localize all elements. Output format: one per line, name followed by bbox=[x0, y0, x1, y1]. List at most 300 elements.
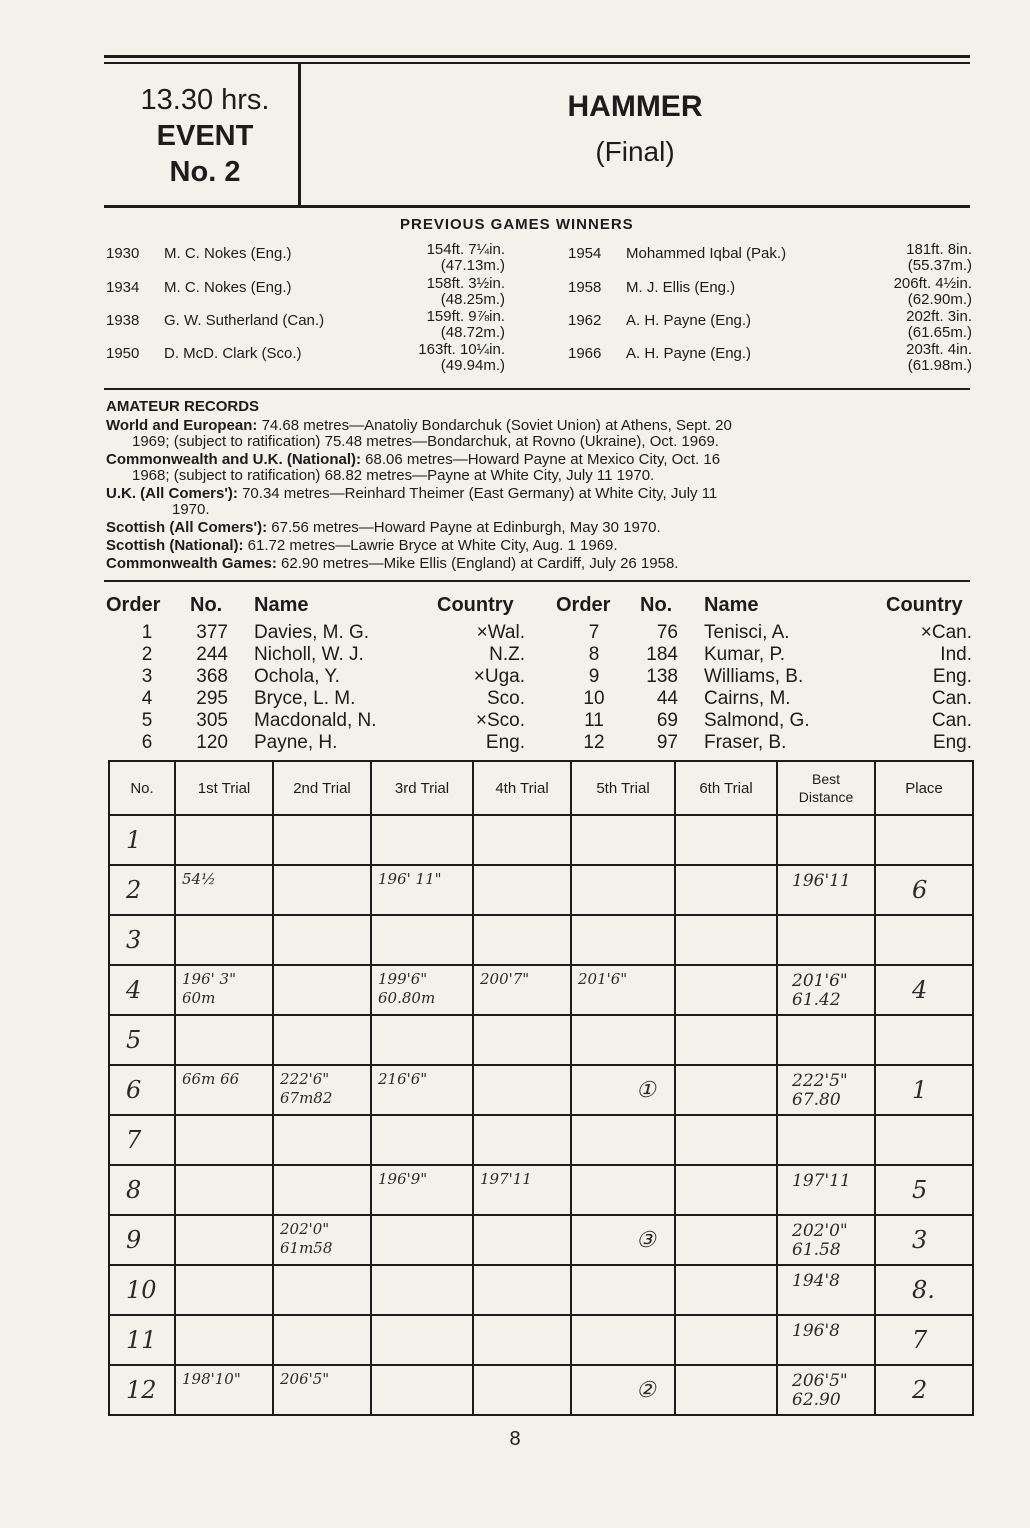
athlete-order: 12 bbox=[583, 732, 605, 753]
row-number-cell bbox=[109, 1315, 175, 1365]
trial-5-cell bbox=[571, 1165, 675, 1215]
winner-name: A. H. Payne (Eng.) bbox=[626, 312, 752, 329]
row-number-value: 4 bbox=[126, 976, 142, 1004]
record-text: 1969; (subject to ratification) 75.48 metres—Bondarchuk, at Rovno (Ukraine), Oct. 1969. bbox=[132, 433, 719, 450]
row-number-value: 7 bbox=[126, 1126, 142, 1154]
winner-year: 1938 bbox=[106, 312, 140, 329]
trial-3-cell bbox=[371, 1115, 473, 1165]
winner-distance bbox=[395, 309, 505, 341]
best-distance-cell bbox=[777, 1215, 875, 1265]
row-number-value: 9 bbox=[126, 1226, 142, 1254]
trial-1-value: 198'10" bbox=[182, 1370, 241, 1388]
row-number-value: 5 bbox=[126, 1026, 142, 1054]
athlete-name: Tenisci, A. bbox=[704, 622, 790, 643]
record-line bbox=[106, 538, 972, 554]
winner-year: 1930 bbox=[106, 245, 140, 262]
col-header-trial-4: 4th Trial bbox=[473, 761, 571, 815]
athlete-country: Eng. bbox=[932, 666, 972, 687]
trial-2-cell bbox=[273, 1215, 371, 1265]
trial-5-cell bbox=[571, 1215, 675, 1265]
previous-winners-heading: PREVIOUS GAMES WINNERS bbox=[400, 216, 634, 233]
trial-3-cell bbox=[371, 865, 473, 915]
athlete-number: 138 bbox=[646, 666, 678, 687]
trial-4-cell bbox=[473, 1065, 571, 1115]
athlete-name: Williams, B. bbox=[704, 666, 804, 687]
row-number-cell bbox=[109, 865, 175, 915]
winner-metric: (48.25m.) bbox=[440, 291, 505, 308]
trial-5-value: 201'6" bbox=[578, 970, 628, 988]
trial-2-cell bbox=[273, 965, 371, 1015]
event-number: No. 2 bbox=[169, 156, 241, 188]
header-no-right: No. bbox=[640, 594, 673, 616]
winner-year: 1950 bbox=[106, 345, 140, 362]
trial-2-cell bbox=[273, 1115, 371, 1165]
record-line bbox=[106, 468, 998, 484]
trial-6-cell bbox=[675, 965, 777, 1015]
trials-table bbox=[108, 760, 974, 1416]
trial-4-cell bbox=[473, 865, 571, 915]
header-bottom-rule bbox=[104, 205, 970, 208]
place-value: 7 bbox=[912, 1326, 928, 1354]
athlete-number: 69 bbox=[656, 710, 678, 731]
winner-distance bbox=[862, 342, 972, 374]
trial-row bbox=[109, 1215, 973, 1265]
record-label: Commonwealth and U.K. (National): bbox=[106, 451, 361, 468]
record-text: 1968; (subject to ratification) 68.82 metres—Payne at White City, July 11 1970. bbox=[132, 467, 655, 484]
col-header-trial-6: 6th Trial bbox=[675, 761, 777, 815]
winners-bottom-rule bbox=[104, 388, 970, 390]
record-line bbox=[106, 486, 972, 502]
athlete-number: 97 bbox=[656, 732, 678, 753]
trial-2-cell bbox=[273, 1365, 371, 1415]
winner-metric: (49.94m.) bbox=[440, 357, 505, 374]
trial-6-cell bbox=[675, 1165, 777, 1215]
trial-3-cell bbox=[371, 915, 473, 965]
winner-distance bbox=[395, 242, 505, 274]
athlete-name: Nicholl, W. J. bbox=[254, 644, 364, 665]
record-line bbox=[106, 418, 972, 434]
athlete-number: 295 bbox=[196, 688, 228, 709]
winner-name: G. W. Sutherland (Can.) bbox=[164, 312, 325, 329]
athlete-country: Ind. bbox=[940, 644, 972, 665]
top-rule-inner bbox=[104, 62, 970, 64]
winner-distance bbox=[395, 276, 505, 308]
place-cell bbox=[875, 1315, 973, 1365]
winner-name: Mohammed Iqbal (Pak.) bbox=[626, 245, 787, 262]
trial-3-cell bbox=[371, 1165, 473, 1215]
row-number-value: 6 bbox=[126, 1076, 142, 1104]
trial-6-cell bbox=[675, 1065, 777, 1115]
trial-6-cell bbox=[675, 1265, 777, 1315]
best-distance-value: 202'0" 61.58 bbox=[792, 1221, 848, 1260]
event-subtitle: (Final) bbox=[595, 136, 675, 167]
winner-year: 1962 bbox=[568, 312, 602, 329]
athlete-name: Bryce, L. M. bbox=[254, 688, 356, 709]
row-number-value: 2 bbox=[126, 876, 142, 904]
athlete-name: Kumar, P. bbox=[704, 644, 785, 665]
place-value: 6 bbox=[912, 876, 928, 904]
athlete-number: 76 bbox=[656, 622, 678, 643]
trial-2-value: 206'5" bbox=[280, 1370, 330, 1388]
winner-imperial: 206ft. 4½in. bbox=[893, 275, 972, 292]
trial-2-cell bbox=[273, 815, 371, 865]
header-order-right: Order bbox=[556, 594, 611, 616]
athlete-country: ×Wal. bbox=[476, 622, 525, 643]
trial-1-cell bbox=[175, 865, 273, 915]
place-cell bbox=[875, 1115, 973, 1165]
trial-4-cell bbox=[473, 1115, 571, 1165]
trial-4-value: 197'11 bbox=[480, 1170, 532, 1188]
trial-4-value: 200'7" bbox=[480, 970, 530, 988]
athlete-country: Can. bbox=[931, 688, 972, 709]
record-label: U.K. (All Comers'): bbox=[106, 485, 238, 502]
page-number: 8 bbox=[509, 1428, 521, 1450]
place-value: 3 bbox=[912, 1226, 928, 1254]
trial-1-cell bbox=[175, 1365, 273, 1415]
trial-row bbox=[109, 1165, 973, 1215]
athlete-order: 9 bbox=[588, 666, 600, 687]
place-cell bbox=[875, 965, 973, 1015]
athlete-order: 11 bbox=[584, 710, 604, 731]
athlete-name: Ochola, Y. bbox=[254, 666, 340, 687]
trial-5-cell bbox=[571, 1315, 675, 1365]
trial-1-value: 66m 66 bbox=[182, 1070, 240, 1088]
header-name-right: Name bbox=[704, 594, 759, 616]
trial-1-cell bbox=[175, 1115, 273, 1165]
trial-2-cell bbox=[273, 1065, 371, 1115]
row-number-value: 12 bbox=[126, 1376, 157, 1404]
athlete-number: 305 bbox=[196, 710, 228, 731]
trial-3-value: 216'6" bbox=[378, 1070, 428, 1088]
place-value: 1 bbox=[912, 1076, 928, 1104]
winner-metric: (61.98m.) bbox=[907, 357, 972, 374]
athlete-country: Sco. bbox=[486, 688, 525, 709]
trial-1-cell bbox=[175, 965, 273, 1015]
trial-4-cell bbox=[473, 915, 571, 965]
winner-imperial: 154ft. 7¼in. bbox=[426, 241, 505, 258]
place-value: 8. bbox=[912, 1276, 935, 1304]
best-distance-cell bbox=[777, 1165, 875, 1215]
record-text: 68.06 metres—Howard Payne at Mexico City, Oct. 16 bbox=[361, 451, 721, 468]
trial-row bbox=[109, 865, 973, 915]
winner-name: A. H. Payne (Eng.) bbox=[626, 345, 752, 362]
best-distance-value: 206'5" 62.90 bbox=[792, 1371, 848, 1410]
trial-row bbox=[109, 1365, 973, 1415]
athlete-order: 5 bbox=[141, 710, 153, 731]
trial-6-cell bbox=[675, 865, 777, 915]
winner-imperial: 159ft. 9⅞in. bbox=[426, 308, 505, 325]
winner-distance bbox=[862, 276, 972, 308]
col-header-trial-2: 2nd Trial bbox=[273, 761, 371, 815]
trial-4-cell bbox=[473, 965, 571, 1015]
trial-row bbox=[109, 815, 973, 865]
trial-3-value: 196' 11" bbox=[378, 870, 442, 888]
trial-5-cell bbox=[571, 815, 675, 865]
trial-3-cell bbox=[371, 815, 473, 865]
best-distance-cell bbox=[777, 1115, 875, 1165]
place-cell bbox=[875, 1365, 973, 1415]
athlete-order: 6 bbox=[141, 732, 153, 753]
athlete-number: 377 bbox=[196, 622, 228, 643]
col-header-best-distance: Best Distance bbox=[777, 761, 875, 815]
row-number-cell bbox=[109, 1365, 175, 1415]
athlete-country: ×Uga. bbox=[473, 666, 525, 687]
place-cell bbox=[875, 815, 973, 865]
trial-5-cell bbox=[571, 1015, 675, 1065]
winner-imperial: 158ft. 3½in. bbox=[426, 275, 505, 292]
row-number-cell bbox=[109, 965, 175, 1015]
event-title: HAMMER bbox=[567, 90, 703, 123]
col-header-place: Place bbox=[875, 761, 973, 815]
athlete-name: Payne, H. bbox=[254, 732, 338, 753]
athlete-order: 4 bbox=[141, 688, 153, 709]
place-cell bbox=[875, 1015, 973, 1065]
trial-4-cell bbox=[473, 815, 571, 865]
trial-row bbox=[109, 915, 973, 965]
winner-name: M. C. Nokes (Eng.) bbox=[164, 245, 292, 262]
athlete-country: N.Z. bbox=[489, 644, 525, 665]
best-distance-cell bbox=[777, 965, 875, 1015]
trial-1-cell bbox=[175, 1015, 273, 1065]
trial-5-cell bbox=[571, 1115, 675, 1165]
col-header-trial-3: 3rd Trial bbox=[371, 761, 473, 815]
best-distance-cell bbox=[777, 1265, 875, 1315]
header-country-right: Country bbox=[886, 594, 963, 616]
place-cell bbox=[875, 865, 973, 915]
trial-row bbox=[109, 965, 973, 1015]
row-number-value: 8 bbox=[126, 1176, 142, 1204]
best-distance-cell bbox=[777, 1315, 875, 1365]
row-number-cell bbox=[109, 815, 175, 865]
trial-5-cell bbox=[571, 1365, 675, 1415]
trial-1-value: 54½ bbox=[182, 870, 216, 888]
trial-3-value: 196'9" bbox=[378, 1170, 428, 1188]
trial-3-cell bbox=[371, 965, 473, 1015]
trial-1-cell bbox=[175, 1065, 273, 1115]
trial-2-cell bbox=[273, 865, 371, 915]
winner-year: 1958 bbox=[568, 279, 602, 296]
best-distance-value: 194'8 bbox=[792, 1271, 840, 1291]
winner-metric: (48.72m.) bbox=[440, 324, 505, 341]
best-distance-cell bbox=[777, 1365, 875, 1415]
amateur-records-heading: AMATEUR RECORDS bbox=[106, 398, 260, 415]
row-number-cell bbox=[109, 1165, 175, 1215]
trial-5-value: ② bbox=[636, 1378, 656, 1403]
athlete-order: 10 bbox=[583, 688, 605, 709]
trial-row bbox=[109, 1265, 973, 1315]
trial-row bbox=[109, 1015, 973, 1065]
row-number-cell bbox=[109, 915, 175, 965]
trial-3-cell bbox=[371, 1265, 473, 1315]
row-number-cell bbox=[109, 1115, 175, 1165]
trial-row bbox=[109, 1315, 973, 1365]
record-line bbox=[106, 434, 998, 450]
trial-6-cell bbox=[675, 1365, 777, 1415]
trial-5-cell bbox=[571, 1065, 675, 1115]
record-text: 62.90 metres—Mike Ellis (England) at Cardiff, July 26 1958. bbox=[276, 555, 679, 572]
winner-name: M. C. Nokes (Eng.) bbox=[164, 279, 292, 296]
place-cell bbox=[875, 1265, 973, 1315]
trial-2-value: 202'0" 61m58 bbox=[280, 1220, 333, 1257]
athlete-number: 244 bbox=[196, 644, 228, 665]
trial-2-cell bbox=[273, 1165, 371, 1215]
athlete-country: Eng. bbox=[485, 732, 525, 753]
record-text: 61.72 metres—Lawrie Bryce at White City, Aug. 1 1969. bbox=[243, 537, 618, 554]
trial-4-cell bbox=[473, 1365, 571, 1415]
best-distance-value: 222'5" 67.80 bbox=[792, 1071, 848, 1110]
winner-year: 1934 bbox=[106, 279, 140, 296]
winner-imperial: 202ft. 3in. bbox=[906, 308, 972, 325]
best-distance-value: 197'11 bbox=[792, 1171, 851, 1191]
trial-3-cell bbox=[371, 1065, 473, 1115]
trial-3-cell bbox=[371, 1015, 473, 1065]
athlete-name: Macdonald, N. bbox=[254, 710, 377, 731]
record-text: 70.34 metres—Reinhard Theimer (East Germany) at White City, July 11 bbox=[237, 485, 718, 502]
athlete-order: 7 bbox=[588, 622, 600, 643]
col-header-trial-5: 5th Trial bbox=[571, 761, 675, 815]
winner-imperial: 163ft. 10¼in. bbox=[418, 341, 505, 358]
row-number-cell bbox=[109, 1015, 175, 1065]
record-label: Commonwealth Games: bbox=[106, 555, 277, 572]
best-distance-value: 196'8 bbox=[792, 1321, 840, 1341]
record-text: 74.68 metres—Anatoliy Bondarchuk (Soviet Union) at Athens, Sept. 20 bbox=[257, 417, 732, 434]
event-info bbox=[120, 82, 290, 190]
athlete-name: Fraser, B. bbox=[704, 732, 787, 753]
trial-5-value: ① bbox=[636, 1078, 656, 1103]
row-number-cell bbox=[109, 1065, 175, 1115]
place-cell bbox=[875, 1165, 973, 1215]
trial-5-cell bbox=[571, 865, 675, 915]
trial-2-value: 222'6" 67m82 bbox=[280, 1070, 333, 1107]
trial-3-cell bbox=[371, 1365, 473, 1415]
winner-distance bbox=[862, 309, 972, 341]
winner-distance bbox=[862, 242, 972, 274]
trial-2-cell bbox=[273, 915, 371, 965]
winner-name: D. McD. Clark (Sco.) bbox=[164, 345, 302, 362]
trials-header-row bbox=[109, 761, 973, 815]
athlete-order: 3 bbox=[141, 666, 153, 687]
row-number-cell bbox=[109, 1215, 175, 1265]
trial-5-value: ③ bbox=[636, 1228, 656, 1253]
col-header-trial-1: 1st Trial bbox=[175, 761, 273, 815]
row-number-cell bbox=[109, 1265, 175, 1315]
record-line bbox=[106, 502, 1030, 518]
athlete-number: 368 bbox=[196, 666, 228, 687]
best-distance-cell bbox=[777, 1015, 875, 1065]
trial-1-cell bbox=[175, 815, 273, 865]
header-order-left: Order bbox=[106, 594, 161, 616]
trial-6-cell bbox=[675, 1115, 777, 1165]
place-cell bbox=[875, 1065, 973, 1115]
best-distance-value: 196'11 bbox=[792, 871, 851, 891]
record-label: World and European: bbox=[106, 417, 258, 434]
winner-row bbox=[106, 341, 516, 380]
trial-1-cell bbox=[175, 1215, 273, 1265]
athlete-name: Davies, M. G. bbox=[254, 622, 370, 643]
row-number-value: 1 bbox=[126, 826, 142, 854]
trial-6-cell bbox=[675, 815, 777, 865]
header-country-left: Country bbox=[437, 594, 514, 616]
trial-5-cell bbox=[571, 965, 675, 1015]
trial-5-cell bbox=[571, 1265, 675, 1315]
athlete-country: ×Can. bbox=[920, 622, 972, 643]
winner-metric: (62.90m.) bbox=[907, 291, 972, 308]
row-number-value: 10 bbox=[126, 1276, 157, 1304]
place-value: 4 bbox=[912, 976, 928, 1004]
trial-1-cell bbox=[175, 915, 273, 965]
athlete-order: 2 bbox=[141, 644, 153, 665]
best-distance-cell bbox=[777, 915, 875, 965]
place-value: 5 bbox=[912, 1176, 928, 1204]
trial-6-cell bbox=[675, 1315, 777, 1365]
event-label: EVENT bbox=[156, 120, 254, 152]
trial-6-cell bbox=[675, 1015, 777, 1065]
athlete-country: ×Sco. bbox=[475, 710, 525, 731]
place-cell bbox=[875, 1215, 973, 1265]
winner-metric: (47.13m.) bbox=[440, 257, 505, 274]
athlete-order: 1 bbox=[141, 622, 153, 643]
record-label: Scottish (All Comers'): bbox=[106, 519, 268, 536]
record-line bbox=[106, 520, 972, 536]
athlete-number: 44 bbox=[656, 688, 678, 709]
records-bottom-rule bbox=[104, 580, 970, 582]
trial-1-value: 196' 3" 60m bbox=[182, 970, 236, 1007]
winner-metric: (61.65m.) bbox=[907, 324, 972, 341]
winner-imperial: 203ft. 4in. bbox=[906, 341, 972, 358]
col-header-no: No. bbox=[109, 761, 175, 815]
record-text: 67.56 metres—Howard Payne at Edinburgh, May 30 1970. bbox=[267, 519, 661, 536]
trial-3-value: 199'6" 60.80m bbox=[378, 970, 436, 1007]
best-distance-cell bbox=[777, 865, 875, 915]
trial-1-cell bbox=[175, 1265, 273, 1315]
record-line bbox=[106, 556, 972, 572]
header-divider bbox=[298, 64, 301, 206]
athlete-number: 120 bbox=[196, 732, 228, 753]
athlete-order: 8 bbox=[588, 644, 600, 665]
place-value: 2 bbox=[912, 1376, 928, 1404]
winner-row bbox=[568, 341, 972, 380]
trial-2-cell bbox=[273, 1265, 371, 1315]
trial-5-cell bbox=[571, 915, 675, 965]
athlete-number: 184 bbox=[646, 644, 678, 665]
trial-6-cell bbox=[675, 1215, 777, 1265]
trial-2-cell bbox=[273, 1015, 371, 1065]
trial-4-cell bbox=[473, 1015, 571, 1065]
event-time: 13.30 hrs. bbox=[140, 84, 270, 116]
trial-4-cell bbox=[473, 1215, 571, 1265]
trial-3-cell bbox=[371, 1315, 473, 1365]
trial-3-cell bbox=[371, 1215, 473, 1265]
trial-1-cell bbox=[175, 1165, 273, 1215]
top-rule bbox=[104, 55, 970, 58]
winner-metric: (55.37m.) bbox=[907, 257, 972, 274]
best-distance-cell bbox=[777, 815, 875, 865]
row-number-value: 11 bbox=[126, 1326, 157, 1354]
trial-2-cell bbox=[273, 1315, 371, 1365]
winner-distance bbox=[395, 342, 505, 374]
record-line bbox=[106, 452, 972, 468]
place-cell bbox=[875, 915, 973, 965]
trial-4-cell bbox=[473, 1165, 571, 1215]
trial-row bbox=[109, 1065, 973, 1115]
winner-imperial: 181ft. 8in. bbox=[906, 241, 972, 258]
athlete-name: Cairns, M. bbox=[704, 688, 791, 709]
row-number-value: 3 bbox=[126, 926, 142, 954]
athlete-country: Can. bbox=[931, 710, 972, 731]
athlete-country: Eng. bbox=[932, 732, 972, 753]
best-distance-cell bbox=[777, 1065, 875, 1115]
winner-name: M. J. Ellis (Eng.) bbox=[626, 279, 736, 296]
